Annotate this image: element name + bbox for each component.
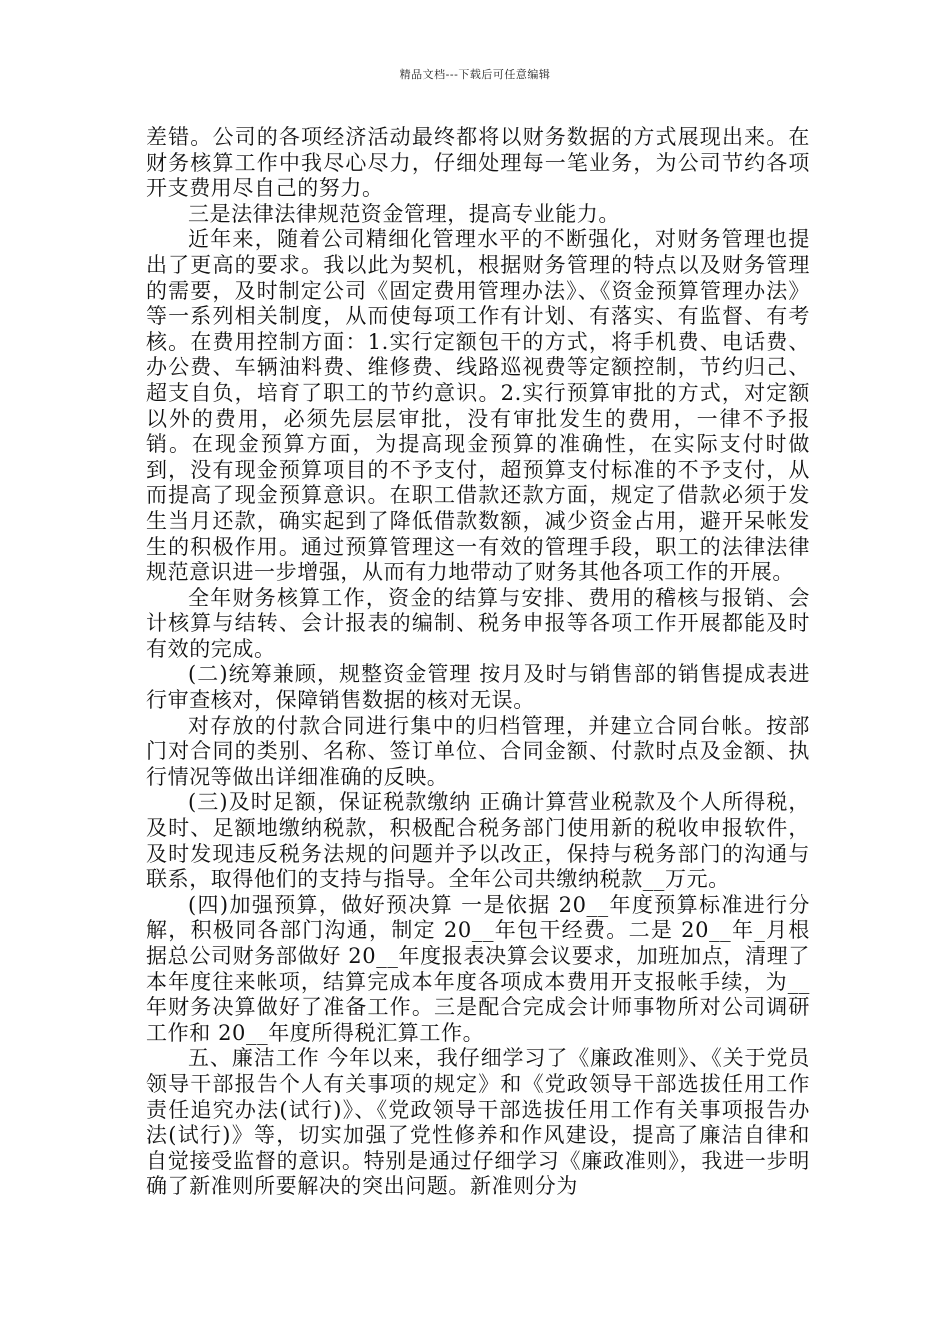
page-header: 精品文档---下载后可任意编辑	[399, 68, 551, 81]
document-body	[146, 125, 810, 1200]
paragraph: 全年财务核算工作，资金的结算与安排、费用的稽核与报销、会计核算与结转、会计报表的编制、税务申报等各项工作开展都能及时有效的完成。	[146, 585, 810, 661]
paragraph: 对存放的付款合同进行集中的归档管理，并建立合同台帐。按部门对合同的类别、名称、签订单位、合同金额、付款时点及金额、执行情况等做出详细准确的反映。	[146, 713, 810, 789]
paragraph: 三是法律法律规范资金管理，提高专业能力。	[188, 201, 620, 226]
paragraph: 五、廉洁工作 今年以来，我仔细学习了《廉政准则》、《关于党员领导干部报告个人有关事项的规定》和《党政领导干部选拔任用工作责任追究办法(试行)》、《党政领导干部选拔任用工作有关事项报告办法(试行)》等，切实加强了党性修养和作风建设，提高了廉洁自律和自觉接受监督的意识。特别是通过仔细学习《廉政准则》，我进一步明确了新准则所要解决的突出问题。新准则分为	[146, 1046, 810, 1199]
paragraph: (三)及时足额，保证税款缴纳 正确计算营业税款及个人所得税，及时、足额地缴纳税款，积极配合税务部门使用新的税收申报软件，及时发现违反税务法规的问题并予以改正，保持与税务部门的沟通与联系，取得他们的支持与指导。全年公司共缴纳税款__万元。	[146, 790, 810, 892]
paragraph: 差错。公司的各项经济活动最终都将以财务数据的方式展现出来。在财务核算工作中我尽心尽力，仔细处理每一笔业务，为公司节约各项开支费用尽自己的努力。	[146, 125, 810, 201]
paragraph: (二)统筹兼顾，规整资金管理 按月及时与销售部的销售提成表进行审查核对，保障销售数据的核对无误。	[146, 662, 810, 713]
paragraph: 近年来，随着公司精细化管理水平的不断强化，对财务管理也提出了更高的要求。我以此为契机，根据财务管理的特点以及财务管理的需要，及时制定公司《固定费用管理办法》、《资金预算管理办法》等一系列相关制度，从而使每项工作有计划、有落实、有监督、有考核。在费用控制方面：1.实行定额包干的方式，将手机费、电话费、办公费、车辆油料费、维修费、线路巡视费等定额控制，节约归己、超支自负，培育了职工的节约意识。2.实行预算审批的方式，对定额以外的费用，必须先层层审批，没有审批发生的费用，一律不予报销。在现金预算方面，为提高现金预算的准确性，在实际支付时做到，没有现金预算项目的不予支付，超预算支付标准的不予支付，从而提高了现金预算意识。在职工借款还款方面，规定了借款必须于发生当月还款，确实起到了降低借款数额，减少资金占用，避开呆帐发生的积极作用。通过预算管理这一有效的管理手段，职工的法律法律规范意识进一步增强，从而有力地带动了财务其他各项工作的开展。	[146, 227, 810, 585]
paragraph: (四)加强预算，做好预决算 一是依据 20__年度预算标准进行分解，积极同各部门沟通，制定 20__年包干经费。二是 20__年_月根据总公司财务部做好 20__年度报表决算会议要求，加班加点，清理了本年度往来帐项，结算完成本年度各项成本费用开支报帐手续，为__年财务决算做好了准备工作。三是配合完成会计师事物所对公司调研工作和 20__年度所得税汇算工作。	[146, 892, 810, 1045]
